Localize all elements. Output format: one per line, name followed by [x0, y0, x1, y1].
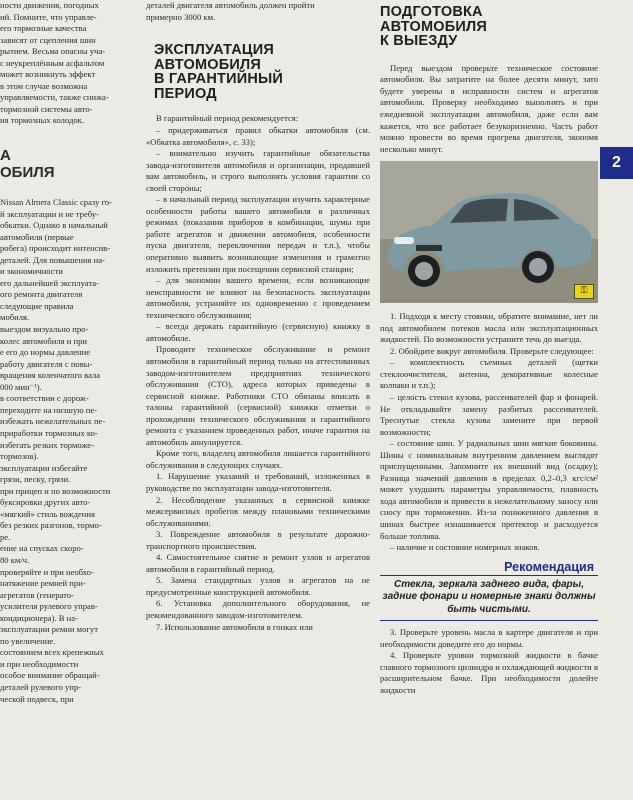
left-text-line: в соответствии с дорож-: [0, 393, 89, 404]
left-text-line: ий. Помните, что управле-: [0, 11, 97, 22]
paragraph: – комплектность съемных деталей (щетки стеклоочистителя, антенна, декоративные колесные колпаки и т.п.);: [380, 357, 598, 391]
left-text-line: тормозов).: [0, 451, 39, 462]
left-text-line: выездом визуально про-: [0, 324, 89, 335]
left-text-line: вращения коленчатого вала: [0, 370, 101, 381]
middle-top-line: примерно 3000 км.: [146, 11, 216, 22]
paragraph: – целость стекол кузова, рассеивателей фар и фонарей. Не откладывайте замену разбитых рассеивателей. Треснутые стекла кузова замените при первой возможности;: [380, 391, 598, 437]
left-text-line: ческой подвеск, при: [0, 693, 74, 704]
left-text-line: эксплуатации ремни могут: [0, 624, 98, 635]
left-text-line: ого ремонта двигателя: [0, 289, 83, 300]
right-column: [380, 0, 598, 800]
key-icon: ⚿: [574, 284, 594, 299]
left-text-line: автомобиля (первые: [0, 231, 74, 242]
paragraph: – состояние шин. У радиальных шин мягкие боковины. Шины с номинальным внутренним давлением выглядят приспущенными. Запомните их внешний вид (осадку); Разница значений давления в пределах 0,2–0,3 кгс/см² может ухудшить параметры управляемости, плавность хода автомобиля и привести к нежелательному заносу или сносу при торможении. Из-за пониженного давления в шинах быстрее изнашивается протектор и расходуется больше топлива.: [380, 438, 598, 541]
left-text-line: и при необходимости: [0, 658, 79, 669]
left-text-line: деталей рулевого упр-: [0, 681, 82, 692]
left-text-line: тормозной системы авто-: [0, 103, 93, 114]
section-title-line: К ВЫЕЗДУ: [380, 33, 458, 50]
left-text-line: в этом случае возможна: [0, 80, 88, 91]
paragraph: 4. Самостоятельное снятие и ремонт узлов и агрегатов автомобиля в гарантийный период.: [146, 552, 370, 574]
section-title-line: ПЕРИОД: [154, 85, 217, 102]
left-text-line: грязи, песку, грязи.: [0, 474, 71, 485]
middle-column: [146, 0, 370, 800]
left-text-line: мобиля.: [0, 312, 30, 323]
preparation-section-body: [380, 311, 598, 553]
left-text-line: робега) происходит интенсив-: [0, 243, 111, 254]
middle-top-line: деталей двигателя автомобиль должен пройти: [146, 0, 315, 10]
left-bottom-text: [0, 197, 138, 705]
left-text-line: агрегатов (генерато-: [0, 589, 74, 600]
left-text-line: следующие правила: [0, 300, 74, 311]
middle-top-text: [146, 0, 370, 23]
section-title-line: АВТОМОБИЛЯ: [380, 18, 487, 35]
preparation-intro: Перед выездом проверьте техническое состояние автомобиля. Вы затратите на более десяти минут, зато будете уверены в исправности систем и агрегатов автомобиля. Проверку необходимо выполнять и при ежедневной эксплуатации автомобиля, даже если вам кажется, что все работает безукоризненно. Часть работ можно провести во время прогрева двигателя, экономя несколько минут.: [380, 62, 598, 154]
left-text-line: колес автомобиля и при: [0, 335, 87, 346]
recommendation-header: Рекомендация: [380, 558, 598, 576]
paragraph: 2. Несоблюдение указанных в сервисной книжке межсервисных пробегов между плановыми техническими обслуживаниями.: [146, 494, 370, 528]
left-text-line: без резких разгонов, тормо-: [0, 520, 102, 531]
left-text-line: Nissan Almera Classic сразу го-: [0, 197, 113, 208]
recommendation-text: Стекла, зеркала заднего вида, фары, задние фонари и номерные знаки должны быть чистыми.: [380, 576, 598, 622]
section-title-line: ПОДГОТОВКА: [380, 4, 483, 20]
section-title-line: В ГАРАНТИЙНЫЙ: [154, 71, 284, 88]
left-text-line: ре.: [0, 531, 11, 542]
paragraph: 5. Замена стандартных узлов и агрегатов на не предусмотренные конструкцией автомобиля.: [146, 575, 370, 597]
paragraph: 3. Проверьте уровень масла в картере двигателя и при необходимости доведите его до нормы.: [380, 627, 598, 649]
left-text-line: его дальнейшей эксплуата-: [0, 277, 99, 288]
left-text-line: переходите на низшую пе-: [0, 404, 98, 415]
left-text-line: 000 мин⁻¹).: [0, 381, 42, 392]
paragraph: – в начальный период эксплуатации изучить характерные особенности работы вашего автомобиля в различных режимах (показания приборов в комбинации, шумы при работе агрегатов и движении автомобиля, особенности пуска двигателя, переключения передач и т.п.), чтобы оперативно выявить возникающие изменения и грамотно изложить претензии при посещении сервисной станции;: [146, 194, 370, 274]
left-text-line: эксплуатации избегайте: [0, 462, 88, 473]
left-text-line: избегать резких торможе-: [0, 439, 94, 450]
left-text-line: обкатки. Однако в начальный: [0, 220, 108, 231]
paragraph: – для экономии вашего времени, если возникающие неисправности не влияют на безопасность эксплуатации автомобиля, устраняйте их одновременно с проведением технического обслуживания;: [146, 275, 370, 320]
car-illustration: [380, 161, 598, 303]
paragraph: 4. Проверьте уровни тормозной жидкости в бачке главного тормозного цилиндра и охлаждающей жидкости в расширительном бачке. При необходимости долейте жидкости: [380, 650, 598, 695]
paragraph: 1. Подходя к месту стоянки, обратите внимание, нет ли под автомобилем потеков масла или эксплуатационных жидкостей. По возможности устраните течь до выезда.: [380, 311, 598, 345]
left-text-line: особое внимание обращай-: [0, 670, 100, 681]
left-title-line: А: [0, 147, 11, 165]
paragraph: Кроме того, владелец автомобиля лишается гарантийного обслуживания в следующих случаях.: [146, 448, 370, 470]
paragraph: В гарантийный период рекомендуется:: [156, 113, 299, 124]
paragraph: 6. Установка дополнительного оборудования, не рекомендованного заводом-изготовителем.: [146, 598, 370, 620]
left-text-line: избежать нежелательных пе-: [0, 416, 106, 427]
paragraph: – внимательно изучить гарантийные обязательства завода-изготовителя автомобиля и организации, продавшей вам автомобиль, и строго выполнять условия гарантии со своей стороны;: [146, 148, 370, 193]
left-text-line: при прицеп и по возможности: [0, 485, 111, 496]
paragraph: 3. Повреждение автомобиля в результате дорожно-транспортного происшествия.: [146, 529, 370, 551]
left-text-line: по увеличение.: [0, 635, 56, 646]
left-text-line: с неукреплённым асфальтом: [0, 57, 105, 68]
left-text-line: «мягкий» стиль вождения: [0, 508, 95, 519]
car-headlight: [394, 237, 414, 244]
paragraph: – всегда держать гарантийную (сервисную) книжку в автомобиле.: [146, 321, 370, 343]
car-grille: [416, 245, 442, 251]
chapter-tab: 2: [600, 147, 633, 179]
warranty-section-body: [146, 113, 370, 633]
left-section-title: [0, 147, 138, 181]
car-photo: [380, 161, 598, 303]
paragraph: – наличие и состояние номерных знаков.: [390, 542, 540, 553]
left-title-line: ОБИЛЯ: [0, 164, 55, 182]
left-text-line: его тормозные качества: [0, 23, 87, 34]
left-top-text: [0, 0, 138, 127]
left-text-line: ности движения, погодных: [0, 0, 99, 10]
left-text-line: деталей. Для повышения на-: [0, 254, 105, 265]
left-text-line: 80 км/ч.: [0, 554, 30, 565]
left-text-line: ение на спусках скоро-: [0, 543, 84, 554]
left-text-line: е его до нормы давление: [0, 347, 91, 358]
preparation-section-title: [380, 5, 598, 49]
section-title-line: ЭКСПЛУАТАЦИЯ: [154, 42, 274, 59]
left-text-line: приработки тормозных ко-: [0, 427, 98, 438]
left-text-line: проверяйте и при необхо-: [0, 566, 94, 577]
left-text-line: й эксплуатации и не требу-: [0, 208, 99, 219]
left-text-line: буксировки других авто-: [0, 497, 91, 508]
left-text-line: и экономичности: [0, 266, 63, 277]
left-text-line: зависят от сцепления шин: [0, 34, 96, 45]
section-title-line: АВТОМОБИЛЯ: [154, 56, 261, 73]
left-text-line: работу двигателя с повы-: [0, 358, 93, 369]
left-text-line: состоянием всех крепежных: [0, 647, 104, 658]
preparation-section-body-continued: [380, 627, 598, 696]
left-text-line: ия тормозных колодок.: [0, 115, 85, 126]
left-text-line: кондиционера). В на-: [0, 612, 78, 623]
left-text-line: может возникнуть эффект: [0, 69, 96, 80]
paragraph: 7. Использование автомобиля в гонках или: [156, 621, 313, 632]
paragraph: 1. Нарушение указаний и требований, изложенных в руководстве по эксплуатации завода-изготовителя.: [146, 471, 370, 493]
paragraph: Проводите техническое обслуживание и ремонт автомобиля в гарантийный период только на аттестованных заводом-изготовителем предприятиях технического обслуживания (СТО), адреса которых приведены в сервисной книжке. Работники СТО обязаны вписать в талоны гарантийной (сервисной) книжки отметки о прохождении технического обслуживания и гарантийного ремонта с указанием проведенных работ, иначе гарантия на автомобиль аннулируется.: [146, 344, 370, 447]
left-text-line: натяжение ремней при-: [0, 578, 86, 589]
warranty-section-title: [154, 43, 370, 101]
left-column: [0, 0, 138, 800]
paragraph: 2. Обойдите вокруг автомобиля. Проверьте следующее:: [390, 345, 594, 356]
left-text-line: управляемости, также снижа-: [0, 92, 109, 103]
left-text-line: рытием. Весьма опасны уча-: [0, 46, 106, 57]
left-text-line: усилителя рулевого управ-: [0, 601, 98, 612]
paragraph: – придерживаться правил обкатки автомобиля (см. «Обкатка автомобиля», с. 33);: [146, 125, 370, 147]
